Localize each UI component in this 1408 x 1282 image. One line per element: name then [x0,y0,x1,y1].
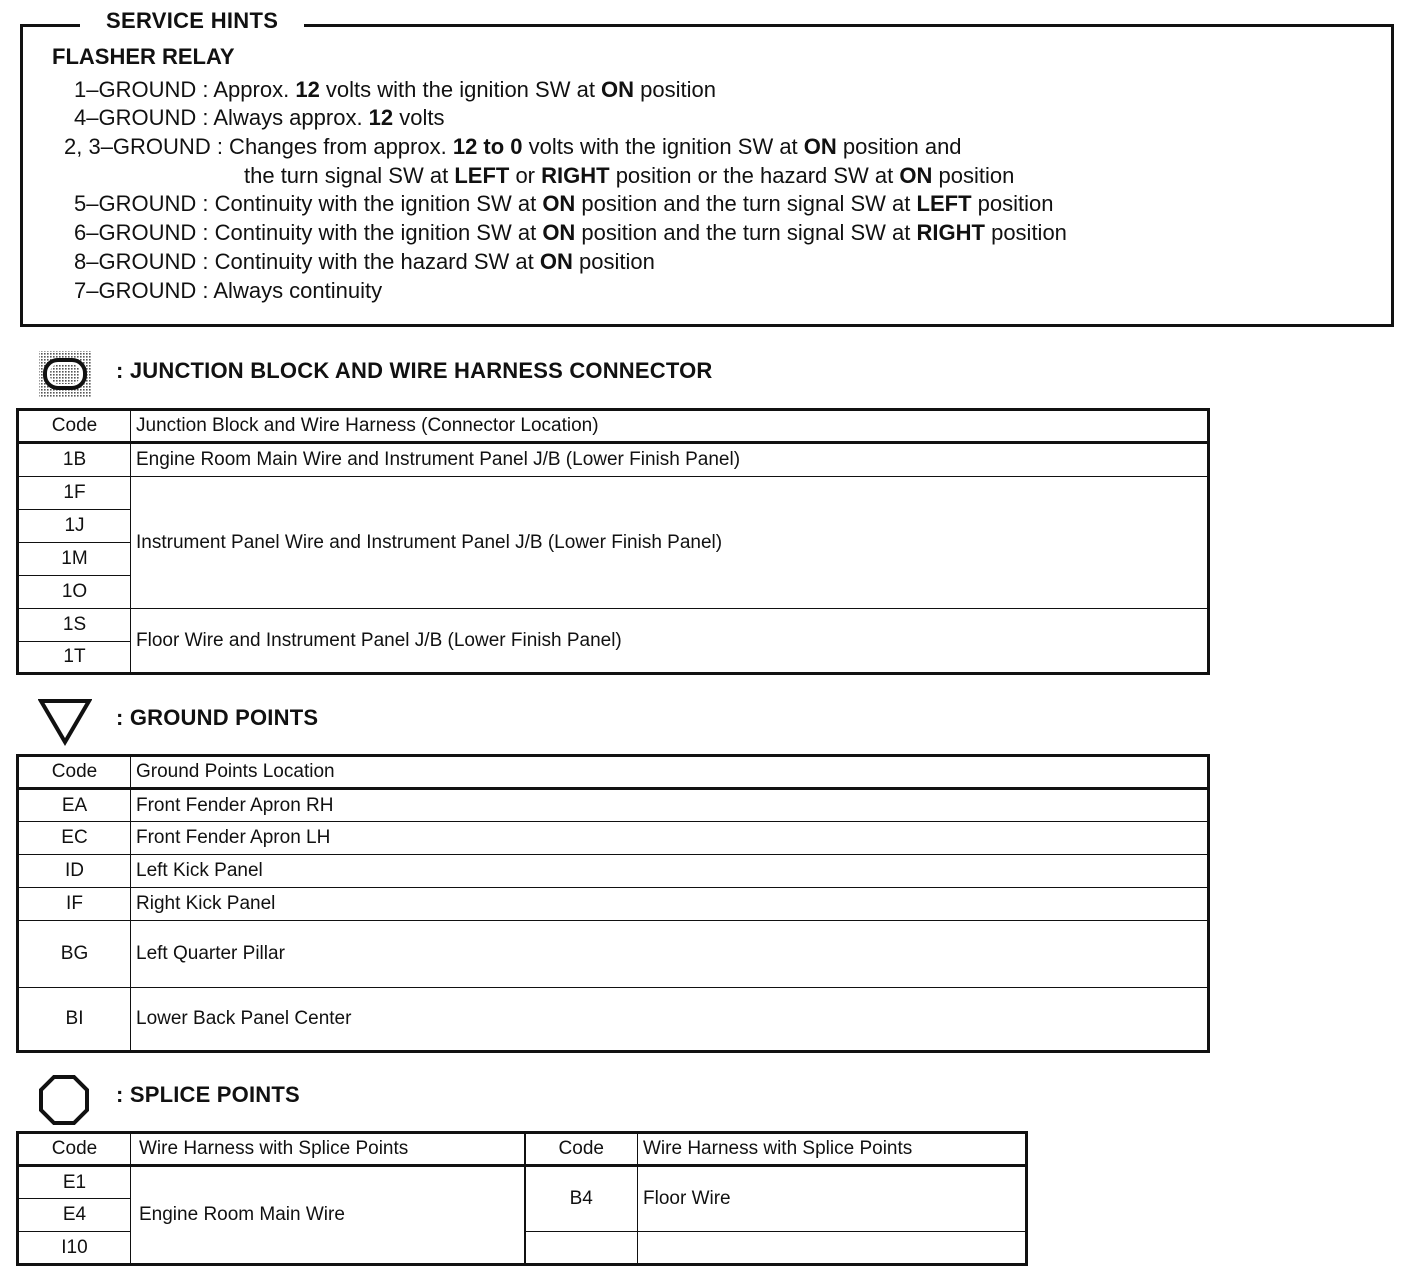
table-row [18,477,1209,510]
code-cell: I10 [18,1232,131,1265]
code-cell: 1S [18,609,131,642]
table-row [18,855,1209,888]
hint-line-4: 4–GROUND : Always approx. 12 volts [74,105,445,130]
code-cell: BG [18,921,131,988]
code-cell: 1M [18,543,131,576]
header-location: Junction Block and Wire Harness (Connector Location) [131,410,1209,443]
wire-harness-cell: Engine Room Main Wire [131,1166,525,1265]
location-cell: Lower Back Panel Center [131,988,1209,1052]
code-cell: 1J [18,510,131,543]
hint-line-1: 1–GROUND : Approx. 12 volts with the ignition SW at ON position [74,77,716,102]
location-cell: Engine Room Main Wire and Instrument Panel J/B (Lower Finish Panel) [131,443,1209,477]
splice-table [16,1131,1028,1266]
header-code: Code [18,410,131,443]
table-row [18,609,1209,642]
service-hints-title: SERVICE HINTS [80,8,304,34]
code-cell: IF [18,888,131,921]
header-location: Ground Points Location [131,756,1209,789]
code-cell: 1B [18,443,131,477]
junction-table [16,408,1210,675]
junction-heading: : JUNCTION BLOCK AND WIRE HARNESS CONNECTOR [116,358,713,383]
code-cell: ID [18,855,131,888]
location-cell: Left Quarter Pillar [131,921,1209,988]
location-cell: Left Kick Panel [131,855,1209,888]
table-header-row [18,1133,1027,1166]
ground-triangle-icon [38,698,92,746]
location-cell: Instrument Panel Wire and Instrument Panel J/B (Lower Finish Panel) [131,477,1209,609]
flasher-relay-subtitle: FLASHER RELAY [52,44,235,69]
hint-line-5: 5–GROUND : Continuity with the ignition SW at ON position and the turn signal SW at LEFT position [74,191,1054,216]
table-row [18,888,1209,921]
splice-heading: : SPLICE POINTS [116,1082,300,1107]
table-row [18,921,1209,988]
junction-connector-icon [38,350,92,398]
header-code: Code [18,1133,131,1166]
header-wire-harness: Wire Harness with Splice Points [131,1133,525,1166]
ground-heading: : GROUND POINTS [116,705,319,730]
header-wire-harness-2: Wire Harness with Splice Points [638,1133,1027,1166]
hint-line-7: 7–GROUND : Always continuity [74,278,383,303]
empty-code-cell [525,1232,638,1265]
wire-harness-cell-2: Floor Wire [638,1166,1027,1232]
location-cell: Front Fender Apron RH [131,789,1209,822]
table-row [18,443,1209,477]
location-cell: Front Fender Apron LH [131,822,1209,855]
table-header-row [18,410,1209,443]
hint-line-8: 8–GROUND : Continuity with the hazard SW at ON position [74,249,655,274]
code-cell: E1 [18,1166,131,1199]
table-row [18,988,1209,1052]
hint-line-6: 6–GROUND : Continuity with the ignition SW at ON position and the turn signal SW at RIGHT position [74,220,1067,245]
code-cell-2: B4 [525,1166,638,1232]
code-cell: 1O [18,576,131,609]
code-cell: BI [18,988,131,1052]
code-cell: EA [18,789,131,822]
code-cell: EC [18,822,131,855]
hint-line-2-3: 2, 3–GROUND : Changes from approx. 12 to 0 volts with the ignition SW at ON position and [64,134,962,159]
location-cell: Right Kick Panel [131,888,1209,921]
splice-octagon-icon [38,1074,90,1126]
code-cell: 1F [18,477,131,510]
code-cell: 1T [18,642,131,674]
code-cell: E4 [18,1199,131,1232]
table-row [18,789,1209,822]
table-row [18,822,1209,855]
empty-wire-harness-cell [638,1232,1027,1265]
ground-table [16,754,1210,1053]
header-code: Code [18,756,131,789]
location-cell: Floor Wire and Instrument Panel J/B (Lower Finish Panel) [131,609,1209,674]
hint-line-2-3-continued: the turn signal SW at LEFT or RIGHT position or the hazard SW at ON position [244,163,1015,188]
table-row [18,1166,1027,1199]
table-header-row [18,756,1209,789]
header-code-2: Code [525,1133,638,1166]
